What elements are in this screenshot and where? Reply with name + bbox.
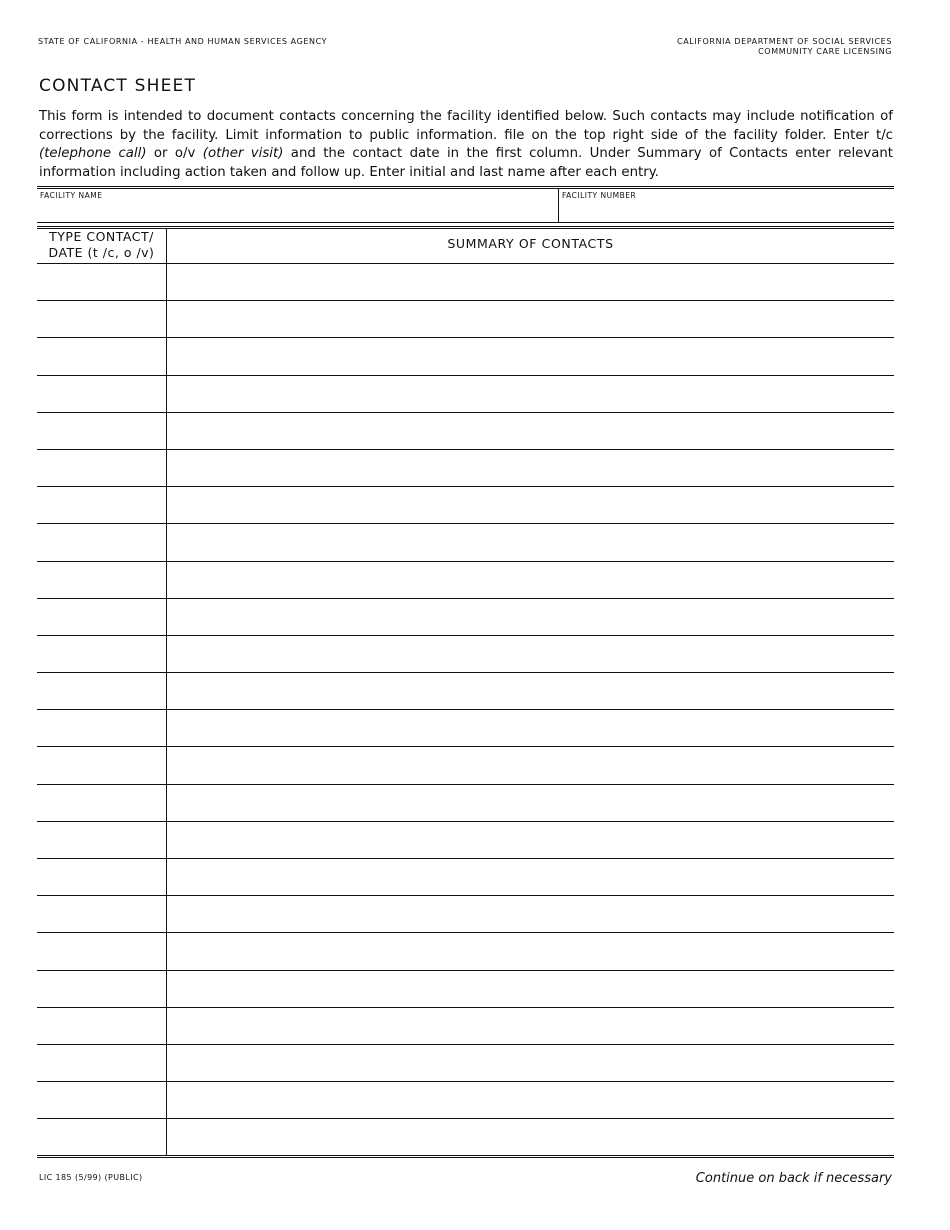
contact-type-date-cell[interactable] [37,599,167,635]
contact-summary-cell[interactable] [167,1119,894,1155]
contact-type-date-cell[interactable] [37,710,167,746]
contact-summary-cell[interactable] [167,933,894,969]
contact-type-date-cell[interactable] [37,376,167,412]
table-row [37,599,894,636]
contact-summary-cell[interactable] [167,636,894,672]
contact-type-date-cell[interactable] [37,264,167,300]
table-row [37,376,894,413]
contact-type-date-cell[interactable] [37,636,167,672]
contact-type-date-cell[interactable] [37,1045,167,1081]
facility-name-label: FACILITY NAME [40,191,103,200]
department-name: CALIFORNIA DEPARTMENT OF SOCIAL SERVICES [677,37,892,46]
contact-type-date-cell[interactable] [37,785,167,821]
table-row [37,933,894,970]
instructions-text-1: This form is intended to document contacts concerning the facility identified below. Such contacts may include notification of corrections by the facility. Limit information to public information. file on the top right side of the facility folder. Enter t/c [39,109,893,143]
contact-summary-cell[interactable] [167,1008,894,1044]
contact-type-date-cell[interactable] [37,562,167,598]
contact-summary-cell[interactable] [167,562,894,598]
contact-summary-cell[interactable] [167,338,894,374]
contact-rows [37,264,894,1158]
contacts-table [37,226,894,1158]
contact-type-date-cell[interactable] [37,859,167,895]
table-row [37,338,894,375]
table-row [37,822,894,859]
type-contact-date-header [37,229,167,263]
table-row [37,264,894,301]
contact-type-date-cell[interactable] [37,747,167,783]
type-contact-header-line2: DATE (t /c, o /v) [48,245,155,260]
facility-info-box [37,186,894,223]
table-row [37,1045,894,1082]
contact-summary-cell[interactable] [167,487,894,523]
table-row [37,487,894,524]
contact-summary-cell[interactable] [167,785,894,821]
table-row [37,636,894,673]
instructions-tc-term: (telephone call) [39,146,147,162]
contact-summary-cell[interactable] [167,264,894,300]
table-row [37,413,894,450]
contact-type-date-cell[interactable] [37,338,167,374]
table-row [37,562,894,599]
contact-summary-cell[interactable] [167,747,894,783]
contact-type-date-cell[interactable] [37,1119,167,1155]
facility-name-field[interactable] [37,189,559,222]
contact-type-date-cell[interactable] [37,971,167,1007]
contact-summary-cell[interactable] [167,971,894,1007]
division-name: COMMUNITY CARE LICENSING [758,47,892,56]
table-row [37,450,894,487]
contact-type-date-cell[interactable] [37,896,167,932]
contact-type-date-cell[interactable] [37,487,167,523]
table-row [37,673,894,710]
table-row [37,1119,894,1158]
contact-summary-cell[interactable] [167,450,894,486]
facility-number-label: FACILITY NUMBER [562,191,637,200]
department-header [677,37,892,57]
type-contact-header-line1: TYPE CONTACT/ [49,229,154,244]
table-row [37,971,894,1008]
table-row [37,859,894,896]
contact-summary-cell[interactable] [167,673,894,709]
contact-summary-cell[interactable] [167,1082,894,1118]
instructions-text-3: and the contact date in the first column. Under Summary of Contacts enter relevant information including action taken and follow up. Enter initial and last name after each entry. [39,146,893,180]
table-row [37,785,894,822]
contact-type-date-cell[interactable] [37,673,167,709]
contact-type-date-cell[interactable] [37,524,167,560]
instructions-text-2: or o/v [146,146,203,162]
contact-summary-cell[interactable] [167,859,894,895]
contact-type-date-cell[interactable] [37,301,167,337]
contact-type-date-cell[interactable] [37,1082,167,1118]
agency-header: STATE OF CALIFORNIA - HEALTH AND HUMAN SERVICES AGENCY [38,37,328,46]
table-row [37,747,894,784]
page-title: CONTACT SHEET [39,76,197,96]
contact-summary-cell[interactable] [167,301,894,337]
contact-summary-cell[interactable] [167,896,894,932]
contacts-table-header [37,229,894,264]
table-row [37,1082,894,1119]
facility-number-field[interactable] [559,189,894,222]
contact-summary-cell[interactable] [167,1045,894,1081]
contact-summary-cell[interactable] [167,822,894,858]
table-row [37,301,894,338]
contact-summary-cell[interactable] [167,413,894,449]
contact-type-date-cell[interactable] [37,822,167,858]
contact-type-date-cell[interactable] [37,933,167,969]
contact-type-date-cell[interactable] [37,413,167,449]
table-row [37,896,894,933]
contact-summary-cell[interactable] [167,710,894,746]
contact-summary-cell[interactable] [167,376,894,412]
summary-of-contacts-header: SUMMARY OF CONTACTS [447,236,614,251]
instructions-ov-term: (other visit) [202,146,284,162]
contact-summary-cell[interactable] [167,524,894,560]
table-row [37,1008,894,1045]
contact-summary-cell[interactable] [167,599,894,635]
form-id: LIC 185 (5/99) (PUBLIC) [39,1173,143,1182]
continue-note: Continue on back if necessary [695,1171,892,1186]
contact-type-date-cell[interactable] [37,450,167,486]
instructions-paragraph [39,108,893,182]
table-row [37,524,894,561]
contact-type-date-cell[interactable] [37,1008,167,1044]
table-row [37,710,894,747]
